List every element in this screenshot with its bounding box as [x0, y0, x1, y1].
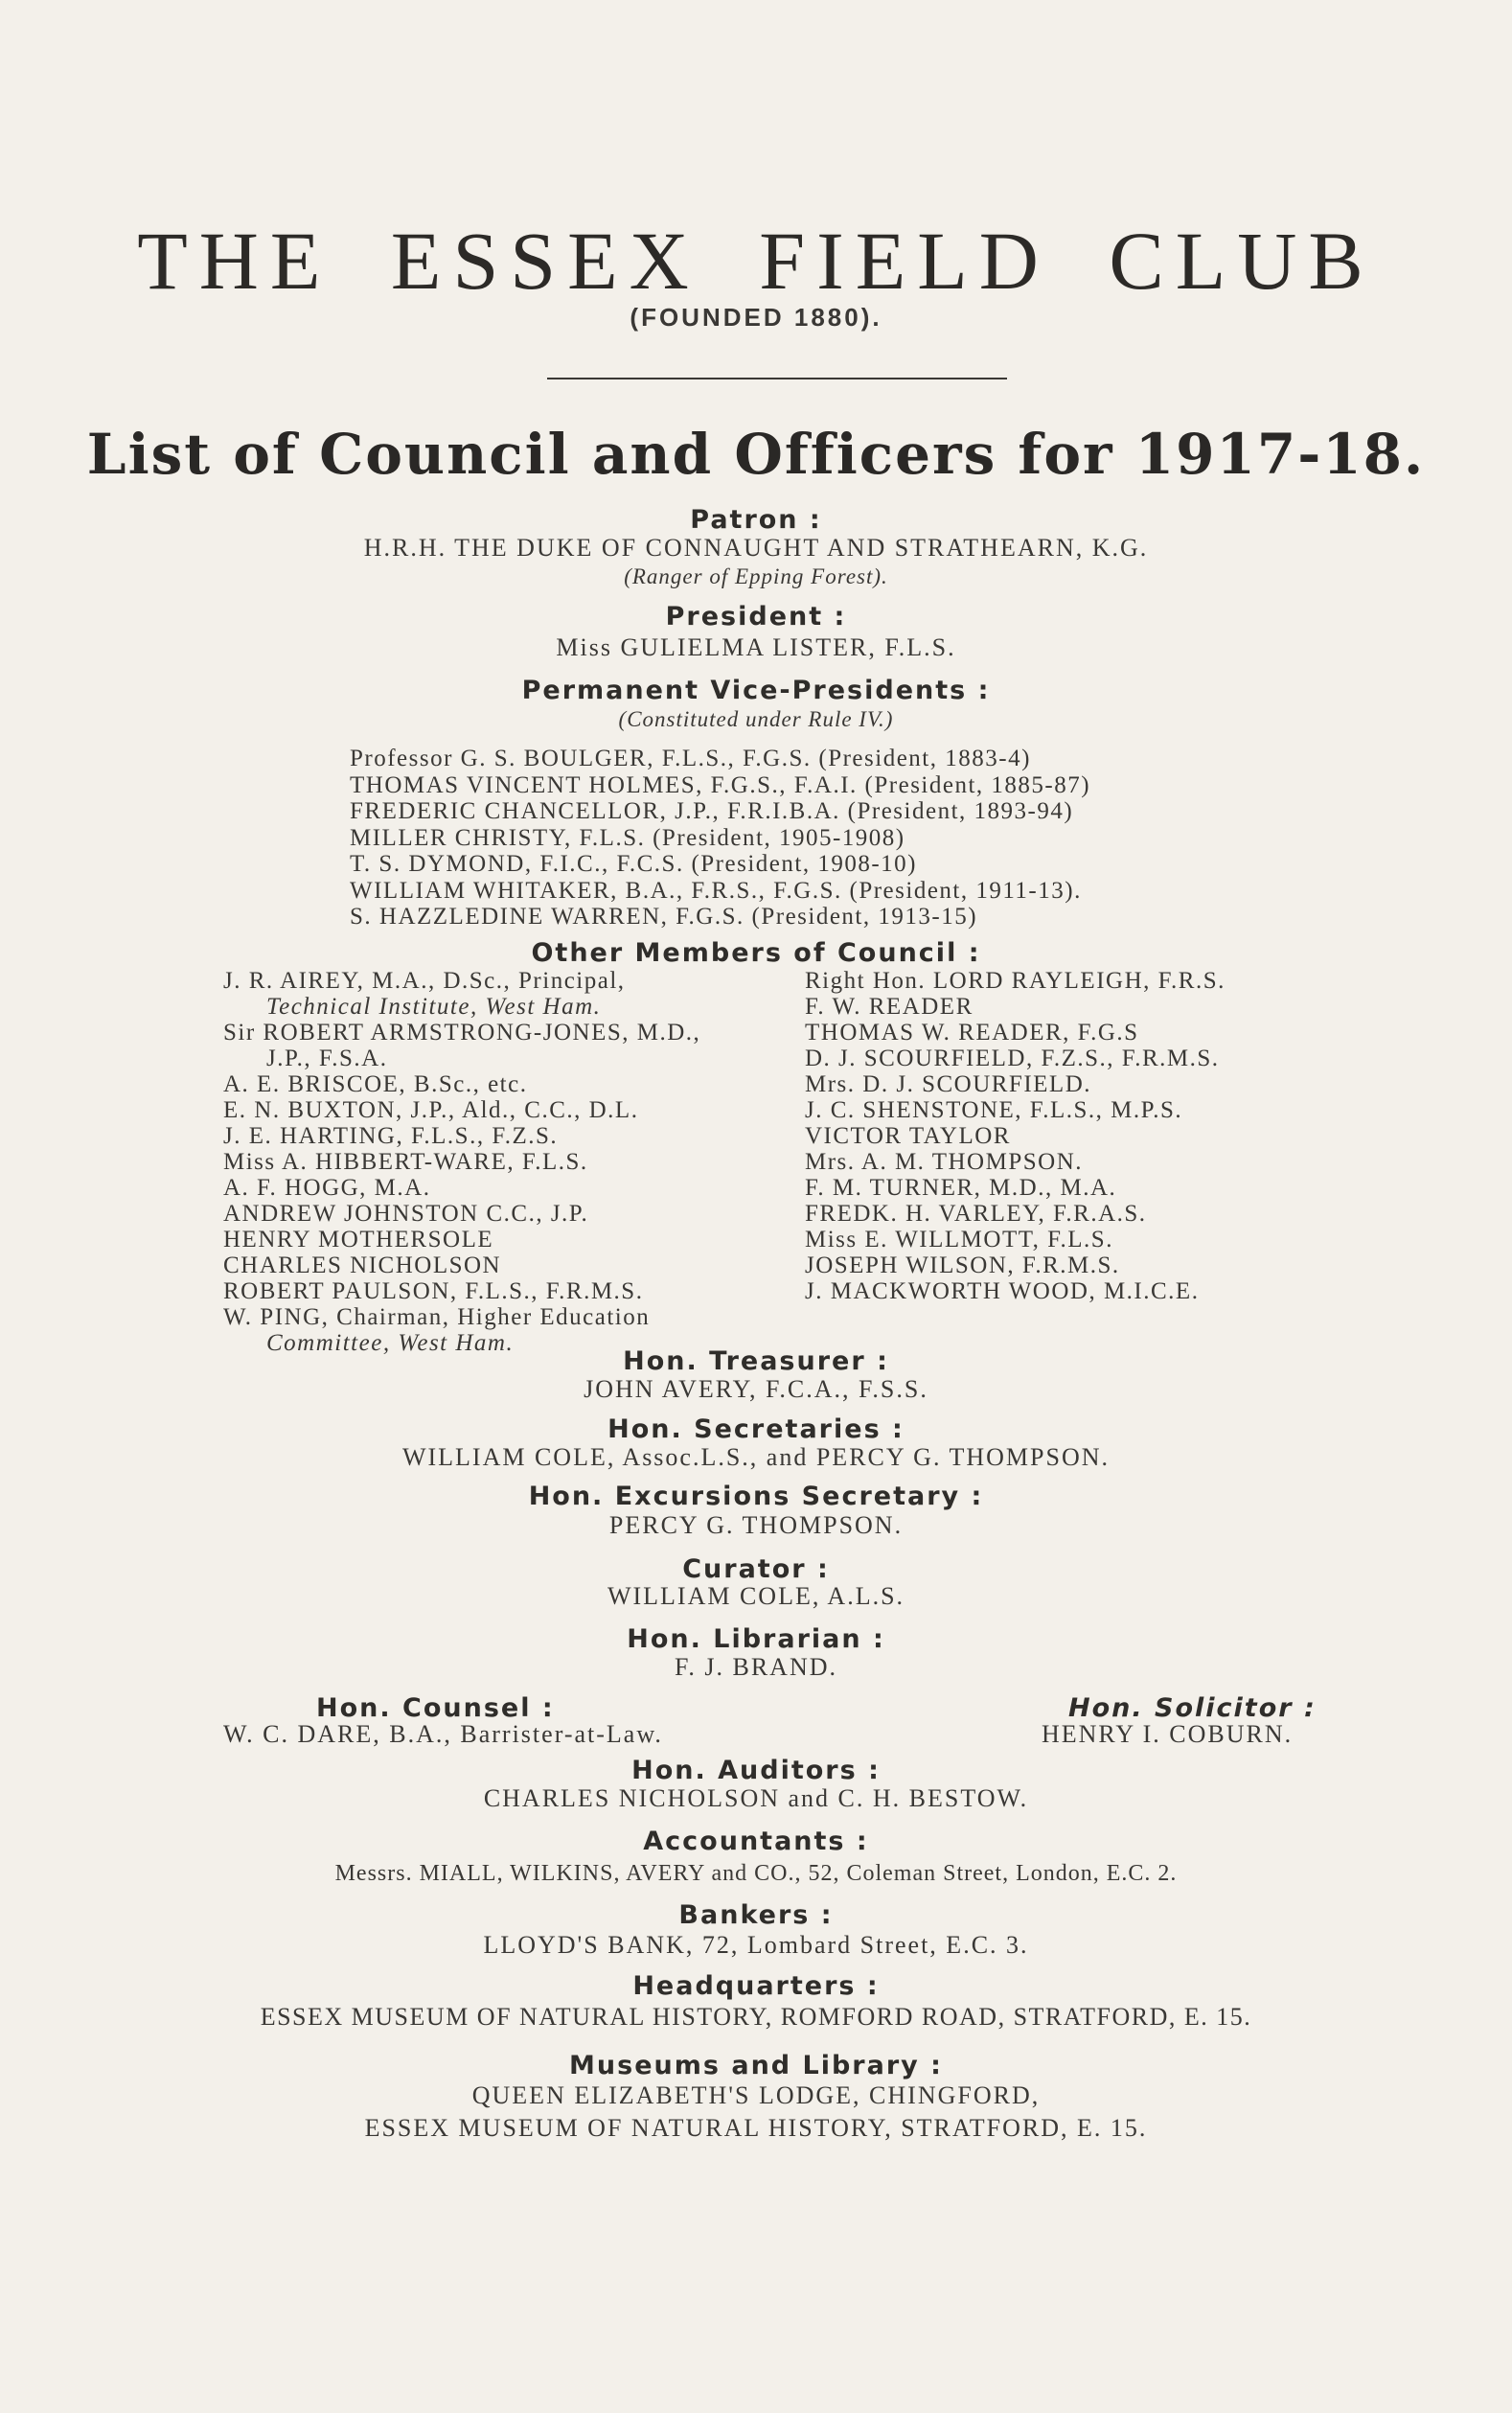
club-title: THE ESSEX FIELD CLUB [137, 215, 1375, 307]
list-item: FREDERIC CHANCELLOR, J.P., F.R.I.B.A. (President, 1893-94) [350, 798, 1074, 824]
list-item: D. J. SCOURFIELD, F.Z.S., F.R.M.S. [805, 1046, 1220, 1071]
excursions-heading: Hon. Excursions Secretary : [528, 1482, 984, 1511]
accountants-heading: Accountants : [643, 1827, 869, 1856]
list-item: Right Hon. LORD RAYLEIGH, F.R.S. [805, 968, 1226, 994]
council-heading: Other Members of Council : [531, 938, 981, 968]
museums-line-2: ESSEX MUSEUM OF NATURAL HISTORY, STRATFORD, E. 15. [364, 2114, 1148, 2142]
list-item: E. N. BUXTON, J.P., Ald., C.C., D.L. [223, 1097, 639, 1123]
list-item: F. W. READER [805, 994, 974, 1020]
council-right-column [805, 968, 1226, 1304]
list-item: A. F. HOGG, M.A. [223, 1175, 431, 1201]
list-item: ROBERT PAULSON, F.L.S., F.R.M.S. [223, 1278, 644, 1304]
solicitor-heading: Hon. Solicitor : [1068, 1693, 1317, 1723]
vice-presidents-heading: Permanent Vice-Presidents : [521, 676, 991, 705]
librarian-heading: Hon. Librarian : [627, 1624, 885, 1654]
list-item: S. HAZZLEDINE WARREN, F.G.S. (President, 1913-15) [350, 904, 978, 930]
accountants-name: Messrs. MIALL, WILKINS, AVERY and CO., 52, Coleman Street, London, E.C. 2. [334, 1861, 1178, 1886]
auditors-heading: Hon. Auditors : [631, 1756, 881, 1785]
list-item: Professor G. S. BOULGER, F.L.S., F.G.S. (President, 1883-4) [350, 746, 1031, 771]
list-item: Mrs. D. J. SCOURFIELD. [805, 1071, 1092, 1097]
list-item: WILLIAM WHITAKER, B.A., F.R.S., F.G.S. (President, 1911-13). [350, 877, 1082, 904]
title-divider [547, 378, 1007, 379]
librarian-name: F. J. BRAND. [674, 1653, 837, 1681]
secretaries-heading: Hon. Secretaries : [607, 1414, 905, 1444]
secretaries-name: WILLIAM COLE, Assoc.L.S., and PERCY G. THOMPSON. [401, 1443, 1111, 1471]
president-heading: President : [665, 602, 847, 632]
list-item: FREDK. H. VARLEY, F.R.A.S. [805, 1201, 1147, 1227]
list-item: Miss E. WILLMOTT, F.L.S. [805, 1227, 1113, 1252]
list-item: J. MACKWORTH WOOD, M.I.C.E. [805, 1278, 1200, 1304]
treasurer-name: JOHN AVERY, F.C.A., F.S.S. [584, 1375, 928, 1403]
list-item: J.P., F.S.A. [266, 1046, 388, 1071]
patron-name: H.R.H. THE DUKE OF CONNAUGHT AND STRATHEARN, K.G. [363, 534, 1149, 562]
patron-heading: Patron : [690, 505, 822, 535]
list-item: J. R. AIREY, M.A., D.Sc., Principal, [223, 968, 626, 994]
bankers-name: LLOYD'S BANK, 72, Lombard Street, E.C. 3. [483, 1931, 1029, 1959]
auditors-name: CHARLES NICHOLSON and C. H. BESTOW. [483, 1784, 1029, 1812]
list-item: F. M. TURNER, M.D., M.A. [805, 1175, 1117, 1201]
headquarters-name: ESSEX MUSEUM OF NATURAL HISTORY, ROMFORD ROAD, STRATFORD, E. 15. [260, 2003, 1252, 2031]
headquarters-heading: Headquarters : [632, 1971, 880, 2001]
curator-name: WILLIAM COLE, A.L.S. [607, 1582, 905, 1610]
solicitor-name: HENRY I. COBURN. [1042, 1720, 1294, 1748]
list-item: Sir ROBERT ARMSTRONG-JONES, M.D., [223, 1020, 701, 1046]
patron-note: (Ranger of Epping Forest). [624, 564, 888, 588]
list-item: Committee, West Ham. [266, 1330, 515, 1356]
list-item: VICTOR TAYLOR [805, 1123, 1011, 1149]
list-item: HENRY MOTHERSOLE [223, 1227, 494, 1252]
museums-line-1: QUEEN ELIZABETH'S LODGE, CHINGFORD, [471, 2081, 1041, 2109]
list-item: A. E. BRISCOE, B.Sc., etc. [223, 1071, 528, 1097]
list-subtitle: List of Council and Officers for 1917-18. [86, 422, 1426, 487]
excursions-name: PERCY G. THOMPSON. [608, 1511, 904, 1539]
list-item: J. E. HARTING, F.L.S., F.Z.S. [223, 1123, 559, 1149]
curator-heading: Curator : [682, 1554, 830, 1584]
vice-presidents-note: (Constituted under Rule IV.) [618, 707, 894, 731]
bankers-heading: Bankers : [678, 1900, 834, 1930]
counsel-heading: Hon. Counsel : [316, 1693, 555, 1723]
founded-note: (FOUNDED 1880). [630, 303, 882, 332]
list-item: T. S. DYMOND, F.I.C., F.C.S. (President, 1908-10) [350, 851, 917, 877]
council-left-column [223, 968, 700, 1356]
treasurer-heading: Hon. Treasurer : [623, 1346, 889, 1376]
list-item: THOMAS W. READER, F.G.S [805, 1020, 1139, 1046]
vice-presidents-list [350, 746, 1090, 931]
list-item: Miss A. HIBBERT-WARE, F.L.S. [223, 1149, 588, 1175]
list-item: Technical Institute, West Ham. [266, 994, 602, 1020]
list-item: MILLER CHRISTY, F.L.S. (President, 1905-1908) [350, 824, 905, 851]
president-name: Miss GULIELMA LISTER, F.L.S. [556, 633, 956, 661]
list-item: CHARLES NICHOLSON [223, 1252, 502, 1278]
museums-heading: Museums and Library : [569, 2051, 943, 2080]
list-item: Mrs. A. M. THOMPSON. [805, 1149, 1084, 1175]
list-item: W. PING, Chairman, Higher Education [223, 1304, 651, 1330]
list-item: THOMAS VINCENT HOLMES, F.G.S., F.A.I. (President, 1885-87) [350, 771, 1091, 798]
list-item: JOSEPH WILSON, F.R.M.S. [805, 1252, 1120, 1278]
list-item: J. C. SHENSTONE, F.L.S., M.P.S. [805, 1097, 1183, 1123]
counsel-name: W. C. DARE, B.A., Barrister-at-Law. [223, 1720, 663, 1748]
list-item: ANDREW JOHNSTON C.C., J.P. [223, 1201, 589, 1227]
